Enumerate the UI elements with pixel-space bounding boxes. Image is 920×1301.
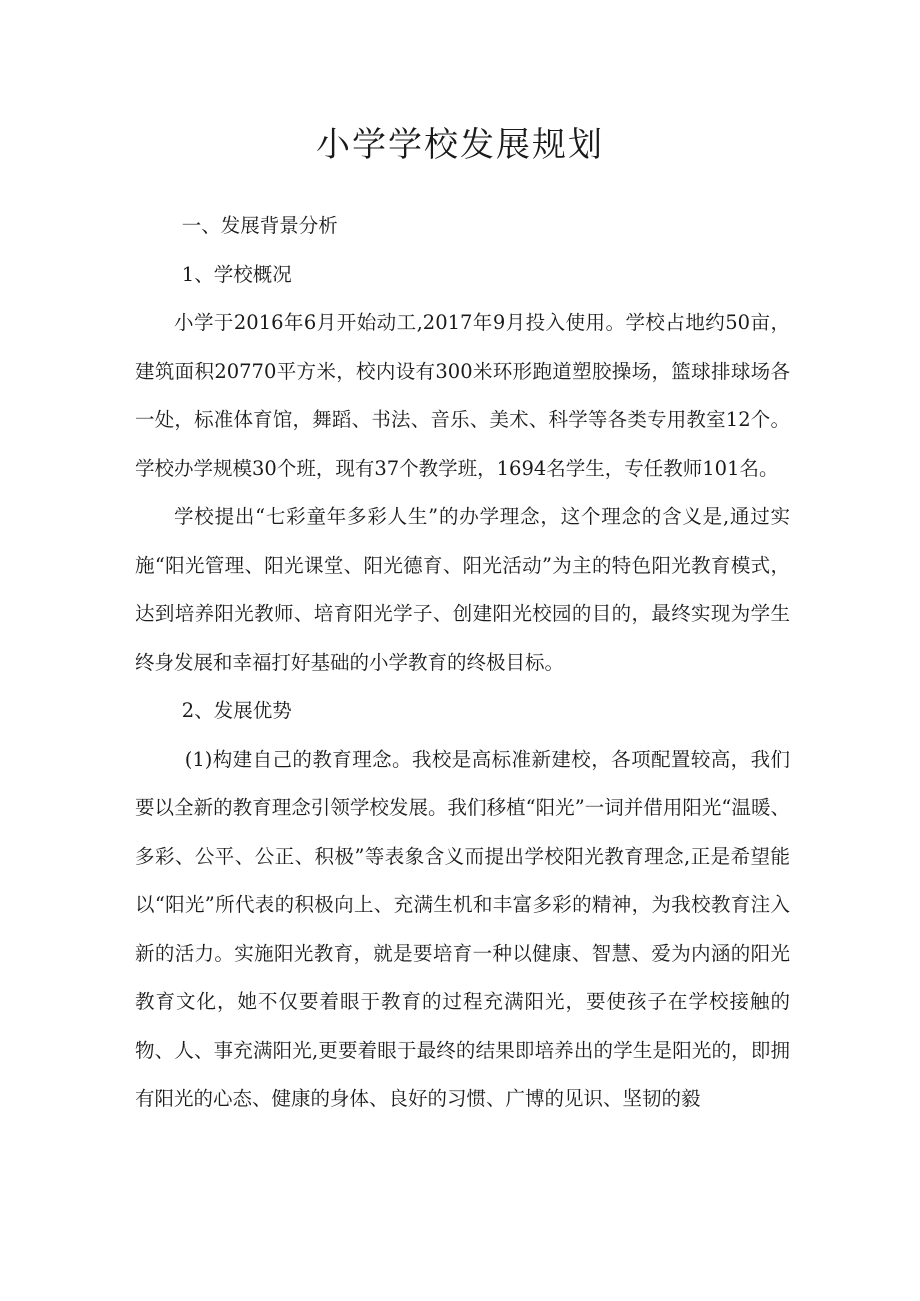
- subsection-heading-advantages: 2、发展优势: [181, 699, 292, 722]
- document-title: 小学学校发展规划: [316, 125, 604, 165]
- paragraph-school-philosophy: 学校提出“七彩童年多彩人生”的办学理念，这个理念的含义是,通过实施“阳光管理、阳光课堂、阳光德育、阳光活动”为主的特色阳光教育模式，达到培养阳光教师、培育阳光学子、创建阳光校园的目的，最终实现为学生终身发展和幸福打好基础的小学教育的终极目标。: [135, 505, 790, 674]
- document-body: [135, 202, 790, 1124]
- paragraph-education-concept: (1)构建自己的教育理念。我校是高标准新建校，各项配置较高，我们要以全新的教育理念引领学校发展。我们移植“阳光”一词并借用阳光“温暖、多彩、公平、公正、积极”等表象含义而提出学校阳光教育理念,正是希望能以“阳光”所代表的积极向上、充满生机和丰富多彩的精神，为我校教育注入新的活力。实施阳光教育，就是要培育一种以健康、智慧、爱为内涵的阳光教育文化，她不仅要着眼于教育的过程充满阳光，要使孩子在学校接触的物、人、事充满阳光,更要着眼于最终的结果即培养出的学生是阳光的，即拥有阳光的心态、健康的身体、良好的习惯、广博的见识、坚韧的毅: [135, 747, 790, 1110]
- subsection-heading-school-overview: 1、学校概况: [181, 262, 292, 286]
- paragraph-school-overview: 小学于2016年6月开始动工,2017年9月投入使用。学校占地约50亩，建筑面积20770平方米，校内设有300米环形跑道塑胶操场，篮球排球场各一处，标准体育馆，舞蹈、书法、音乐、美术、科学等各类专用教室12个。学校办学规模30个班，现有37个教学班，1694名学生，专任教师101名。: [135, 311, 790, 480]
- section-heading: 一、发展背景分析: [181, 214, 338, 237]
